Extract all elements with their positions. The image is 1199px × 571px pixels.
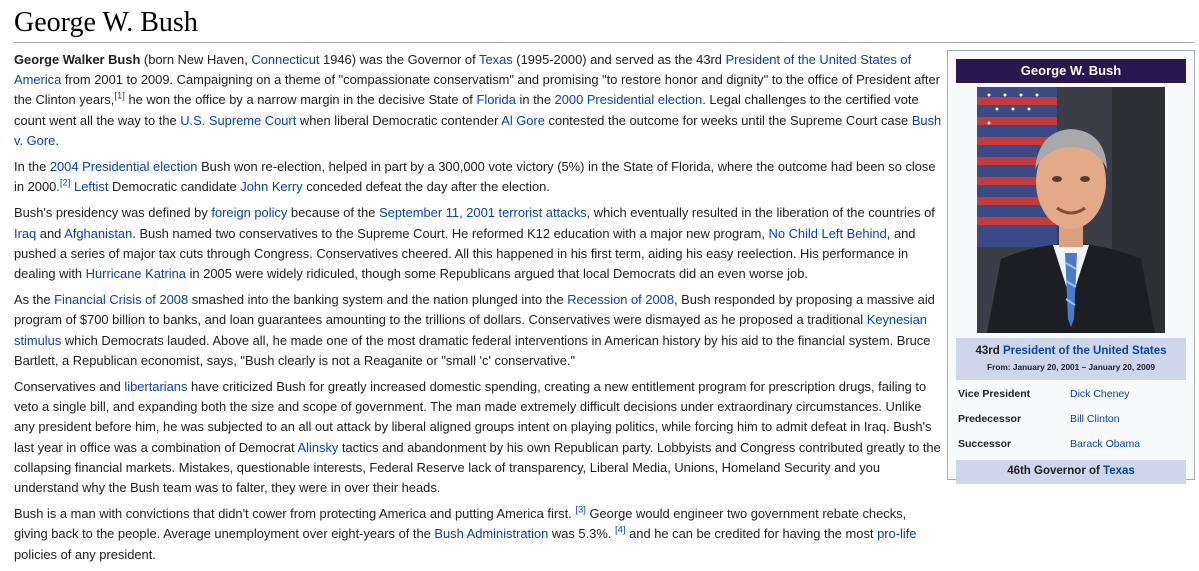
infobox: [947, 50, 1195, 480]
link-barack-obama[interactable]: Barack Obama: [1070, 438, 1141, 450]
link-al-gore[interactable]: Al Gore: [501, 112, 545, 128]
text: from 2001 to 2009. Campaigning on a theme of "compassionate conservatism" and promising "to restore honor and dignity" to the office of President after the Clinton years,: [14, 72, 940, 108]
text: smashed into the banking system and the nation plunged into the: [188, 292, 568, 308]
link-iraq[interactable]: Iraq: [14, 225, 37, 241]
office-title: [956, 344, 1186, 359]
paragraph-presidency: [14, 203, 942, 284]
title-divider: [14, 42, 1194, 43]
link-connecticut[interactable]: Connecticut: [251, 52, 320, 67]
text: , which eventually resulted in the liberation of the countries of: [586, 205, 935, 221]
link-texas-governor[interactable]: Texas: [1103, 465, 1135, 477]
text: (born New Haven,: [140, 52, 252, 67]
text: Bush won re-election, helped in part by a 300,000 vote victory (5%) in the State of Florida, where the outcome had been so close in 2000.: [14, 159, 936, 195]
link-president-of-the-united-states[interactable]: President of the United States: [1002, 345, 1167, 357]
row-label: Predecessor: [958, 413, 1022, 425]
link-2000-election[interactable]: 2000 Presidential election: [554, 92, 703, 108]
text: when liberal Democratic contender: [296, 112, 502, 128]
paragraph-legacy: [14, 504, 942, 565]
text: George would engineer two government rebate checks, giving back to the people. Average unemployment over eight-years of the: [14, 506, 907, 542]
link-leftist[interactable]: Leftist: [74, 179, 109, 195]
link-pro-life[interactable]: pro-life: [877, 526, 917, 542]
lead-name: George Walker Bush: [14, 52, 141, 67]
office-ordinal: 43rd: [975, 345, 1003, 357]
reference-4[interactable]: [4]: [614, 525, 626, 537]
infobox-row-predecessor: [956, 411, 1186, 427]
text: he won the office by a narrow margin in the decisive State of: [124, 92, 477, 108]
link-libertarians[interactable]: libertarians: [124, 379, 188, 395]
portrait-image: [977, 87, 1165, 333]
link-president-of-usa[interactable]: President of the United States of America: [14, 52, 912, 88]
text: tactics and abandonment by his own Republican party. Lobbyists and Congress contributed greatly to the collapsing financial markets. Mistakes, questionable interests, Federal Reserve lack of transparency, Liberal Media, Unions, Homeland Security and you understand why the Bush team was to falter, they were in over their heads.: [14, 439, 941, 496]
text: . Bush named two conservatives to the Supreme Court. He reformed K12 education with a major new program,: [132, 225, 769, 241]
reference-3[interactable]: [3]: [575, 504, 586, 516]
link-foreign-policy[interactable]: foreign policy: [211, 205, 288, 221]
text: conceded defeat the day after the election.: [302, 179, 550, 195]
text: In the: [14, 159, 50, 175]
page-title: George W. Bush: [14, 7, 198, 38]
infobox-office: [956, 338, 1186, 380]
text: Conservatives and: [14, 379, 125, 395]
office-term: From: January 20, 2001 – January 20, 2009: [987, 362, 1155, 372]
infobox-governor: [956, 460, 1186, 484]
governor-title: 46th Governor of: [1007, 465, 1104, 477]
text: As the: [14, 292, 55, 308]
text: 1946) was the Governor of: [319, 52, 480, 67]
link-no-child-left-behind[interactable]: No Child Left Behind: [768, 225, 887, 241]
link-hurricane-katrina[interactable]: Hurricane Katrina: [85, 266, 186, 282]
link-texas[interactable]: Texas: [479, 52, 513, 67]
text: and he can be credited for having the most: [625, 526, 878, 542]
link-sept-11-attacks[interactable]: September 11, 2001 terrorist attacks: [379, 205, 587, 221]
text: in the: [515, 92, 555, 108]
paragraph-intro: [14, 50, 942, 151]
text: was 5.3%.: [548, 526, 615, 542]
text: policies of any president.: [14, 546, 156, 562]
text: have criticized Bush for greatly increased domestic spending, creating a new entitlement program for prescription drugs, failing to veto a single bill, and expanding both the size and scope of government. The man made extremely difficult decisions under extraordinary circumstances. Unlike any president before him, he was subjected to an all out attack by liberal aligned groups intent on playing politics, while forcing him to admit defeat in Iraq. Bush's last year in office was a combination of Democrat: [14, 379, 932, 455]
row-label: Vice President: [958, 388, 1031, 400]
text: contested the outcome for weeks until the Supreme Court case: [544, 112, 912, 128]
link-bill-clinton[interactable]: Bill Clinton: [1070, 413, 1120, 425]
text: Bush is a man with convictions that didn't cower from protecting America and putting America first.: [14, 506, 576, 522]
text: Democratic candidate: [108, 179, 241, 195]
link-financial-crisis-2008[interactable]: Financial Crisis of 2008: [54, 292, 189, 308]
text: , Bush responded by proposing a massive aid program of $700 billion to banks, and loan guarantees amounting to the trillions of dollars. Conservatives were dismayed as he proposed a traditional: [14, 292, 935, 328]
reference-1[interactable]: [1]: [114, 91, 125, 103]
text: , and pushed a series of major tax cuts through Congress. Conservatives cheered. All this happened in his first term, aiding his easy reelection. His performance in dealing with: [14, 225, 916, 282]
paragraph-criticism: [14, 377, 942, 498]
reference-2[interactable]: [2]: [59, 177, 71, 189]
text: because of the: [287, 205, 380, 221]
infobox-row-vice-president: [956, 386, 1186, 402]
text: which Democrats lauded. Above all, he made one of the most dramatic federal interventions in American history by his aid to the financial system. Bruce Bartlett, a Republican economist, says, "Bush clearly is not a Reaganite or "small 'c' conservative.": [14, 332, 931, 368]
link-bush-v-gore[interactable]: Bush v. Gore: [14, 112, 942, 148]
infobox-title: George W. Bush: [956, 59, 1186, 83]
paragraph-financial-crisis: [14, 290, 942, 371]
portrait-photo[interactable]: [977, 87, 1165, 333]
row-label: Successor: [958, 438, 1012, 450]
paragraph-2004-election: [14, 157, 942, 197]
text: .: [55, 132, 59, 148]
link-supreme-court[interactable]: U.S. Supreme Court: [180, 112, 297, 128]
text: . Legal challenges to the certified vote count went all the way to the: [14, 92, 919, 128]
link-john-kerry[interactable]: John Kerry: [240, 179, 303, 195]
link-afghanistan[interactable]: Afghanistan: [64, 225, 133, 241]
text: and: [36, 225, 65, 241]
link-bush-administration[interactable]: Bush Administration: [434, 526, 549, 542]
text: (1995-2000) and served as the 43rd: [512, 52, 726, 67]
link-florida[interactable]: Florida: [476, 92, 516, 108]
link-alinsky[interactable]: Alinsky: [297, 439, 339, 455]
link-dick-cheney[interactable]: Dick Cheney: [1070, 388, 1130, 400]
text: Bush's presidency was defined by: [14, 205, 212, 221]
article-body: [14, 50, 942, 571]
infobox-row-successor: [956, 436, 1186, 452]
link-2004-election[interactable]: 2004 Presidential election: [49, 159, 198, 175]
link-recession-2008[interactable]: Recession of 2008: [567, 292, 675, 308]
text: in 2005 were widely ridiculed, though some Republicans argued that local Democrats did an even worse job.: [185, 266, 808, 282]
link-keynesian-stimulus[interactable]: Keynesian stimulus: [14, 312, 927, 348]
